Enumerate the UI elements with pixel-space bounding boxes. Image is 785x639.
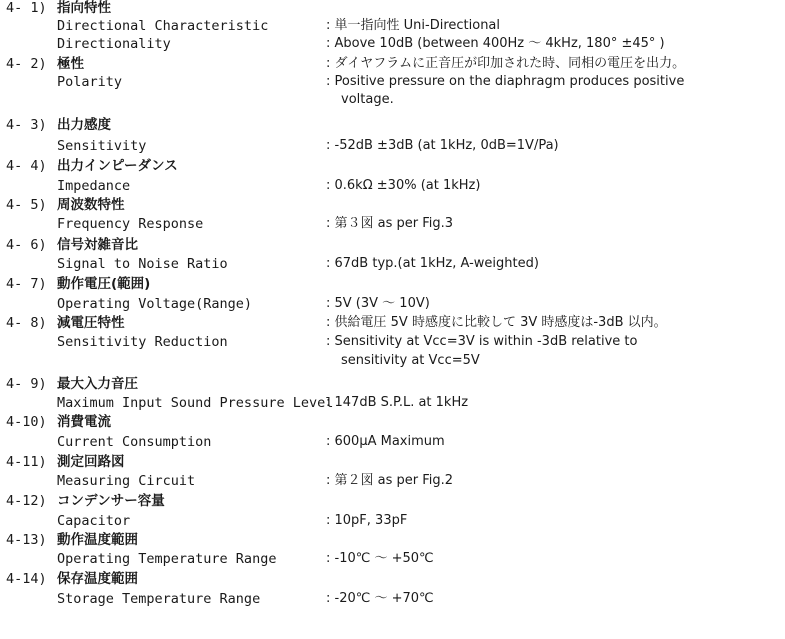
section-title-ja: 出力感度 (57, 117, 111, 133)
section-number: 4- 9) (6, 376, 47, 392)
spec-value: : Sensitivity at Vcc=3V is within -3dB relative to (326, 334, 638, 349)
spec-label: Operating Temperature Range (57, 551, 277, 567)
spec-label: Directionality (57, 36, 171, 52)
section-title-ja: 極性 (57, 56, 84, 72)
section-title-ja: 動作温度範囲 (57, 532, 138, 548)
section-number: 4-14) (6, 571, 47, 587)
section-number: 4- 7) (6, 276, 47, 292)
spec-value-continued: voltage. (341, 92, 394, 107)
section-title-ja: 指向特性 (57, 0, 111, 16)
spec-label: Storage Temperature Range (57, 591, 261, 607)
section-number: 4-13) (6, 532, 47, 548)
spec-value: : 5V (3V ～ 10V) (326, 296, 430, 311)
section-number: 4- 4) (6, 158, 47, 174)
section-number: 4- 5) (6, 197, 47, 213)
spec-value: : 147dB S.P.L. at 1kHz (326, 395, 469, 410)
spec-value: : 単一指向性 Uni-Directional (326, 18, 501, 33)
spec-label: Frequency Response (57, 216, 204, 232)
spec-label: Polarity (57, 74, 123, 90)
section-number: 4-10) (6, 414, 47, 430)
section-title-ja: コンデンサー容量 (57, 493, 165, 509)
section-title-ja: 測定回路図 (57, 454, 125, 470)
spec-label: Maximum Input Sound Pressure Level (57, 395, 334, 411)
section-number: 4- 8) (6, 315, 47, 331)
spec-value: : 67dB typ.(at 1kHz, A-weighted) (326, 256, 539, 271)
section-title-ja: 信号対雑音比 (57, 237, 138, 253)
section-title-ja: 出力インピーダンス (57, 158, 178, 174)
section-title-ja: 消費電流 (57, 414, 111, 430)
spec-label: Impedance (57, 178, 131, 194)
section-title-ja: 周波数特性 (57, 197, 125, 213)
spec-label: Sensitivity Reduction (57, 334, 228, 350)
spec-value: : ダイヤフラムに正音圧が印加された時、同相の電圧を出力。 (326, 56, 686, 71)
spec-value: : -52dB ±3dB (at 1kHz, 0dB=1V/Pa) (326, 138, 559, 153)
spec-value: : 供給電圧 5V 時感度に比較して 3V 時感度は-3dB 以内。 (326, 315, 667, 330)
spec-value: : 10pF, 33pF (326, 513, 408, 528)
spec-value: : 0.6kΩ ±30% (at 1kHz) (326, 178, 481, 193)
spec-value: : 第２図 as per Fig.2 (326, 473, 454, 488)
spec-value: : -10℃ ～ +50℃ (326, 551, 434, 566)
section-title-ja: 動作電圧(範囲) (57, 276, 151, 292)
spec-value-continued: sensitivity at Vcc=5V (341, 353, 480, 368)
spec-label: Current Consumption (57, 434, 212, 450)
section-title-ja: 最大入力音圧 (57, 376, 138, 392)
spec-label: Directional Characteristic (57, 18, 269, 34)
spec-value: : 600μA Maximum (326, 434, 445, 449)
section-number: 4-12) (6, 493, 47, 509)
spec-value: : 第３図 as per Fig.3 (326, 216, 454, 231)
section-number: 4- 3) (6, 117, 47, 133)
section-number: 4- 6) (6, 237, 47, 253)
section-title-ja: 減電圧特性 (57, 315, 125, 331)
spec-label: Signal to Noise Ratio (57, 256, 228, 272)
spec-label: Measuring Circuit (57, 473, 196, 489)
spec-value: : Positive pressure on the diaphragm produces positive (326, 74, 685, 89)
section-number: 4-11) (6, 454, 47, 470)
spec-label: Sensitivity (57, 138, 147, 154)
spec-value: : -20℃ ～ +70℃ (326, 591, 434, 606)
section-title-ja: 保存温度範囲 (57, 571, 138, 587)
spec-value: : Above 10dB (between 400Hz ～ 4kHz, 180° ±45° ) (326, 36, 665, 51)
spec-label: Operating Voltage(Range) (57, 296, 253, 312)
section-number: 4- 1) (6, 0, 47, 16)
spec-label: Capacitor (57, 513, 131, 529)
section-number: 4- 2) (6, 56, 47, 72)
